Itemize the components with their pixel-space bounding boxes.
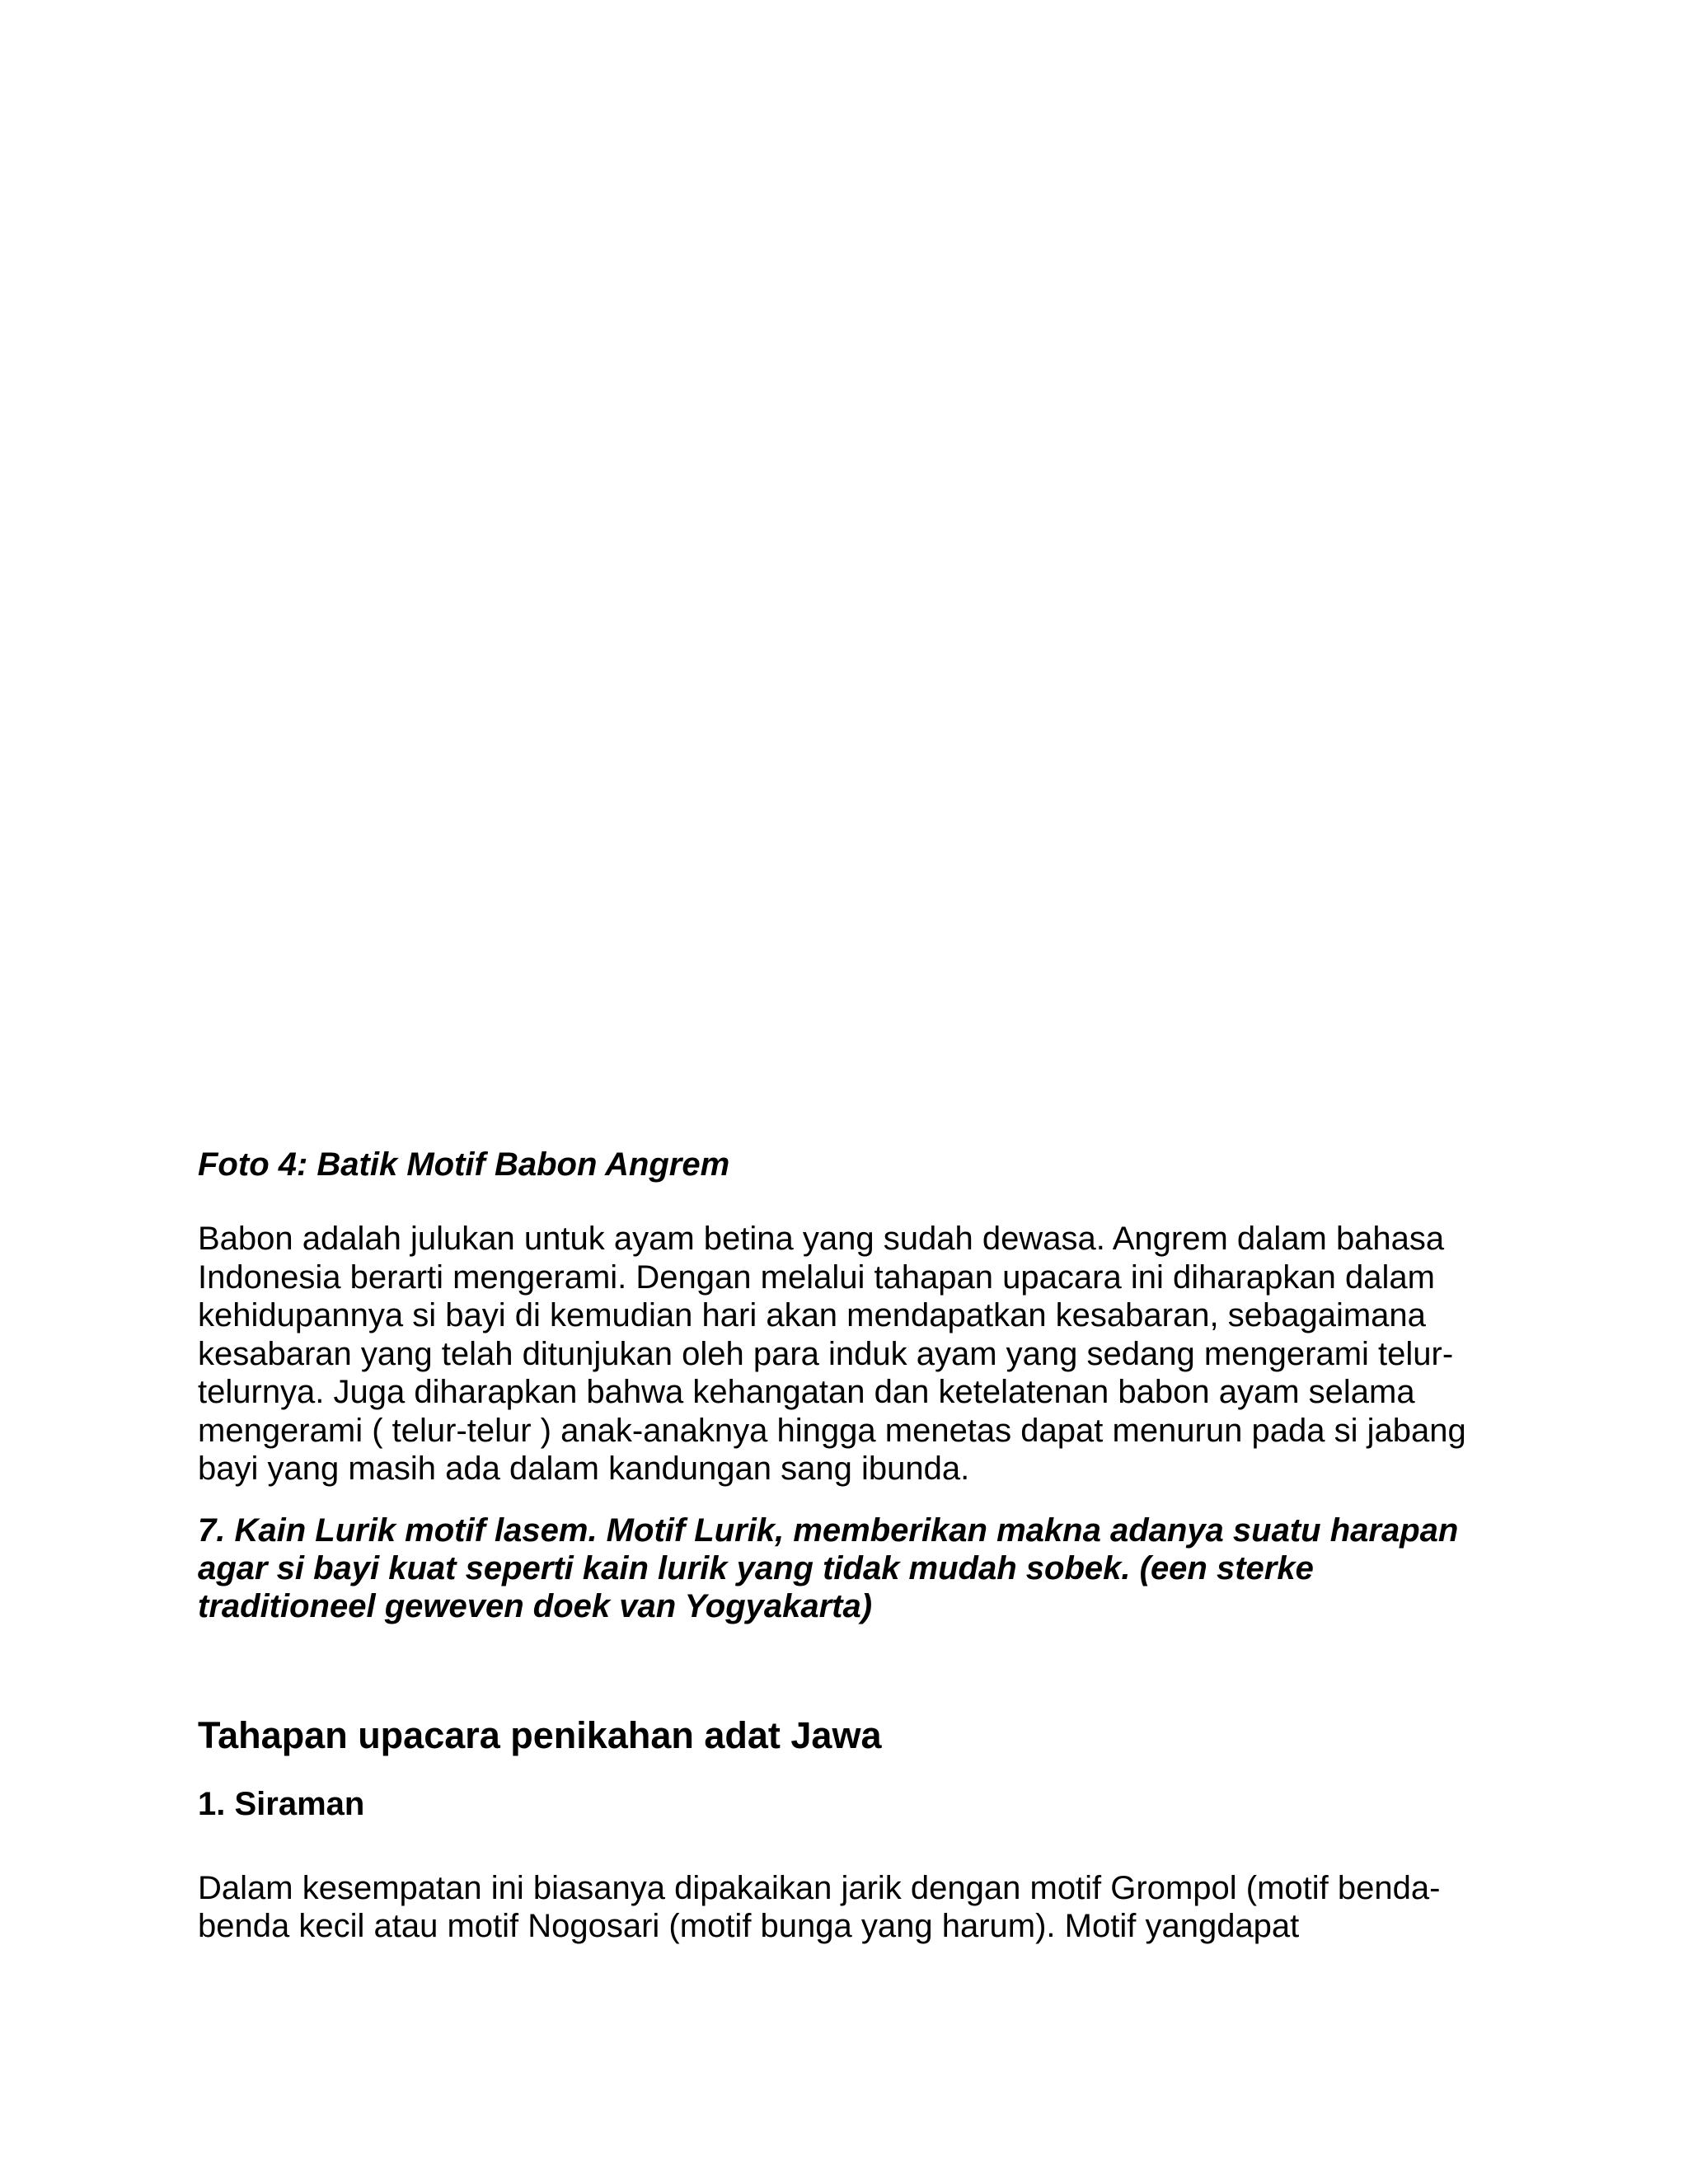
photo-caption: Foto 4: Batik Motif Babon Angrem: [198, 1146, 730, 1183]
paragraph-line: bayi yang masih ada dalam kandungan sang ibunda.: [198, 1451, 970, 1487]
paragraph-babon-angrem: [198, 1220, 1484, 1488]
section-heading: Tahapan upacara penikahan adat Jawa: [198, 1713, 882, 1756]
paragraph-line: kehidupannya si bayi di kemudian hari akan mendapatkan kesabaran, sebagaimana: [198, 1297, 1426, 1333]
document-page: [198, 1146, 1484, 1946]
item-line: 7. Kain Lurik motif lasem. Motif Lurik, memberikan makna adanya suatu harapan: [198, 1511, 1459, 1549]
paragraph-line: telurnya. Juga diharapkan bahwa kehangatan dan ketelatenan babon ayam selama: [198, 1374, 1415, 1410]
paragraph-siraman: [198, 1869, 1484, 1946]
paragraph-line: Indonesia berarti mengerami. Dengan melalui tahapan upacara ini diharapkan dalam: [198, 1258, 1435, 1296]
paragraph-line: Babon adalah julukan untuk ayam betina yang sudah dewasa. Angrem dalam bahasa: [198, 1221, 1445, 1257]
item-line: agar si bayi kuat seperti kain lurik yang tidak mudah sobek. (een sterke: [198, 1549, 1314, 1586]
item-line: traditioneel geweven doek van Yogyakarta): [198, 1587, 873, 1624]
subsection-heading-siraman: 1. Siraman: [198, 1785, 365, 1822]
paragraph-line: mengerami ( telur-telur ) anak-anaknya hingga menetas dapat menurun pada si jabang: [198, 1412, 1466, 1449]
paragraph-line: kesabaran yang telah ditunjukan oleh para induk ayam yang sedang mengerami telur-: [198, 1335, 1454, 1372]
paragraph-line: benda kecil atau motif Nogosari (motif bunga yang harum). Motif yangdapat: [198, 1908, 1300, 1944]
paragraph-line: Dalam kesempatan ini biasanya dipakaikan jarik dengan motif Grompol (motif benda-: [198, 1869, 1441, 1906]
item-7-kain-lurik: [198, 1511, 1484, 1625]
